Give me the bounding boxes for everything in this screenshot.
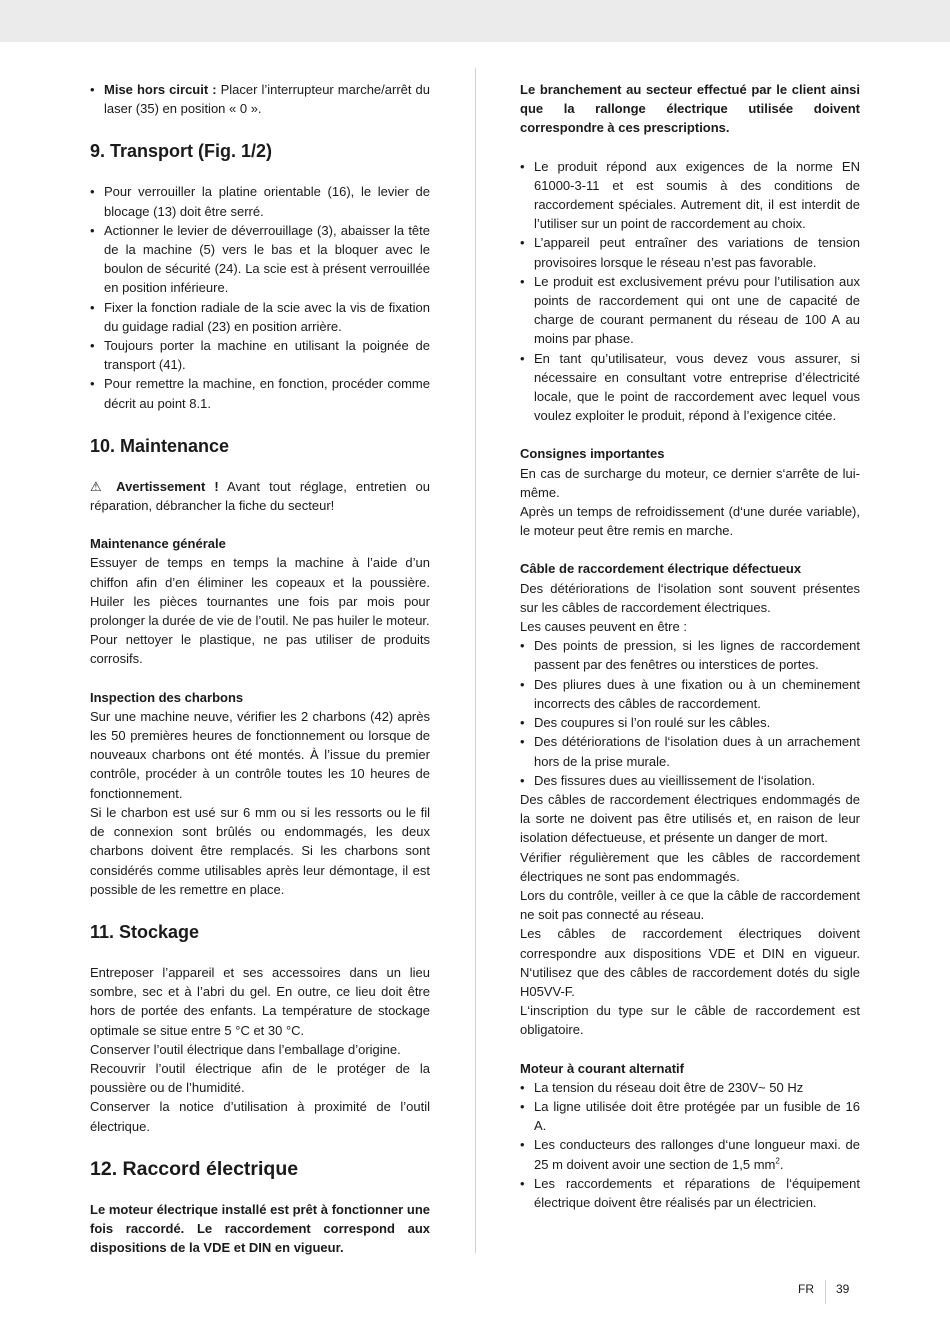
column-divider xyxy=(475,68,476,1253)
paragraph: Après un temps de refroidissement (d‘une durée variable), le moteur peut être remis en marche. xyxy=(520,504,860,539)
paragraph: Conserver l’outil électrique dans l’emballage d’origine. xyxy=(90,1041,401,1057)
paragraph: Vérifier régulièrement que les câbles de raccordement électriques ne sont pas endommagés. xyxy=(520,849,860,884)
section-heading-transport: 9. Transport (Fig. 1/2) xyxy=(90,141,273,162)
paragraph: Conserver la notice d’utilisation à proximité de l’outil électrique. xyxy=(90,1099,430,1134)
list-item: • Des pliures dues à une fixation ou à un cheminement incorrects des câbles de raccordement. xyxy=(520,675,860,713)
subheading-ac-motor: Moteur à courant alternatif xyxy=(520,1060,684,1076)
section-heading-storage: 11. Stockage xyxy=(90,921,200,942)
list-item: • En tant qu’utilisateur, vous devez vous assurer, si nécessaire en consultant votre entreprise d’électricité locale, que le point de raccordement avec lequel vous voulez exploiter le produit, répond à l’exigence citée. xyxy=(520,349,860,426)
list-item: • La tension du réseau doit être de 230V~ 50 Hz xyxy=(520,1078,860,1097)
intro-list xyxy=(90,80,430,118)
item-text: Les conducteurs des rallonges d‘une longueur maxi. de 25 m doivent avoir une section de 1,5 mm xyxy=(534,1137,860,1172)
paragraph-bold: Le moteur électrique installé est prêt à fonctionner une fois raccordé. Le raccordement correspond aux dispositions de la VDE et DIN en vigueur. xyxy=(90,1201,430,1256)
warning-label: Avertissement ! xyxy=(116,478,219,494)
motor-list xyxy=(520,1078,860,1212)
list-item: • Toujours porter la machine en utilisant la poignée de transport (41). xyxy=(90,336,430,374)
list-item: • La ligne utilisée doit être protégée par un fusible de 16 A. xyxy=(520,1097,860,1135)
list-item: • Des détériorations de l‘isolation dues à un arrachement hors de la prise murale. xyxy=(520,732,860,770)
paragraph: Sur une machine neuve, vérifier les 2 charbons (42) après les 50 premières heures de fonctionnement ou lorsque de nouveaux charbons ont été montés. À l’issue du premier contrôle, procéder à un contrôle toutes les 10 heures de fonctionnement. xyxy=(90,708,430,801)
list-item: • Des fissures dues au vieillissement de l‘isolation. xyxy=(520,771,860,790)
paragraph-bold: Le branchement au secteur effectué par le client ainsi que la rallonge électrique utilisée doivent correspondre à ces prescriptions. xyxy=(520,82,860,136)
paragraph: En cas de surcharge du moteur, ce dernier s‘arrête de lui-même. xyxy=(520,465,860,500)
list-item: • Le produit est exclusivement prévu pour l’utilisation aux points de raccordement qui ont une de capacité de charge de courant permanent du réseau de 100 A au moins par phase. xyxy=(520,272,860,349)
list-item: • Des points de pression, si les lignes de raccordement passent par des fenêtres ou interstices de portes. xyxy=(520,636,860,674)
warning-paragraph xyxy=(90,477,430,515)
list-item: • Pour remettre la machine, en fonction, procéder comme décrit au point 8.1. xyxy=(90,374,430,412)
section-heading-electrical: 12. Raccord électrique xyxy=(90,1157,299,1180)
item-text: Placer l’interrupteur marche/arrêt du laser (35) en position « 0 ». xyxy=(104,82,431,117)
left-column xyxy=(90,80,430,1257)
list-item xyxy=(520,1135,860,1173)
subheading-important: Consignes importantes xyxy=(520,446,665,462)
item-bold-label: Mise hors circuit : xyxy=(104,82,217,97)
footer-divider xyxy=(825,1280,826,1304)
list-item: • L’appareil peut entraîner des variations de tension provisoires lorsque le réseau n’est pas favorable. xyxy=(520,233,860,271)
right-column xyxy=(520,80,860,1212)
norm-list xyxy=(520,157,860,426)
cause-list xyxy=(520,636,860,790)
subheading-defective-cable: Câble de raccordement électrique défectueux xyxy=(520,561,802,577)
top-band xyxy=(0,0,950,42)
list-item: • Le produit répond aux exigences de la norme EN 61000-3-11 et est soumis à des conditions de raccordement spéciales. Autrement dit, il est interdit de l’utiliser sur un point de raccordement au choix. xyxy=(520,157,860,234)
transport-list xyxy=(90,182,430,412)
subheading-brush-inspection: Inspection des charbons xyxy=(90,689,244,705)
list-item: • Les raccordements et réparations de l‘équipement électrique doivent être réalisés par un électricien. xyxy=(520,1174,860,1212)
paragraph: Si le charbon est usé sur 6 mm ou si les ressorts ou le fil de connexion sont brûlés ou endommagés, les deux charbons doivent être remplacés. Si les charbons sont considérés comme utilisables après leur démontage, il est possible de les remettre en place. xyxy=(90,804,430,897)
list-item: • Pour verrouiller la platine orientable (16), le levier de blocage (13) doit être serré. xyxy=(90,182,430,220)
paragraph: Recouvrir l’outil électrique afin de le protéger de la poussière ou de l’humidité. xyxy=(90,1060,430,1096)
item-text-end: . xyxy=(779,1156,784,1172)
paragraph: Les causes peuvent en être : xyxy=(520,619,687,635)
list-item: • Des coupures si l’on roulé sur les câbles. xyxy=(520,713,860,732)
list-item: • Fixer la fonction radiale de la scie avec la vis de fixation du guidage radial (23) en position arrière. xyxy=(90,298,430,336)
section-heading-maintenance: 10. Maintenance xyxy=(90,435,230,456)
language-code: FR xyxy=(798,1282,814,1296)
paragraph: L‘inscription du type sur le câble de raccordement est obligatoire. xyxy=(520,1003,860,1038)
page-number: 39 xyxy=(836,1282,850,1296)
list-item: • Actionner le levier de déverrouillage (3), abaisser la tête de la machine (5) vers le bas et la bloquer avec le boulon de sécurité (24). La scie est à présent verrouillée en position inférieure. xyxy=(90,221,430,298)
paragraph: Entreposer l’appareil et ses accessoires dans un lieu sombre, sec et à l’abri du gel. En outre, ce lieu doit être hors de portée des enfants. La température de stockage optimale se situe entre 5 °C et 30 °C. xyxy=(90,964,430,1038)
superscript: 2 xyxy=(775,1156,780,1166)
paragraph: Essuyer de temps en temps la machine à l’aide d’un chiffon afin d’en éliminer les copeaux et la poussière. Huiler les pièces tournantes une fois par mois pour prolonger la durée de vie de l’outil. Ne pas huiler le moteur. xyxy=(90,555,430,629)
subheading-general-maintenance: Maintenance générale xyxy=(90,536,226,552)
paragraph: Lors du contrôle, veiller à ce que la câble de raccordement ne soit pas connecté au réseau. xyxy=(520,887,860,923)
warning-text: Avant tout réglage, entretien ou réparation, débrancher la fiche du secteur! xyxy=(90,478,430,514)
warning-icon: ⚠ xyxy=(90,478,108,494)
paragraph: Les câbles de raccordement électriques doivent correspondre aux dispositions VDE et DIN en vigueur. N‘utilisez que des câbles de raccordement dotés du sigle H05VV-F. xyxy=(520,926,860,999)
list-item xyxy=(90,80,430,118)
paragraph: Des câbles de raccordement électriques endommagés de la sorte ne doivent pas être utilisés et, en raison de leur isolation défectueuse, et présente un danger de mort. xyxy=(520,791,860,846)
paragraph: Des détériorations de l‘isolation sont souvent présentes sur les câbles de raccordement électriques. xyxy=(520,580,860,615)
paragraph: Pour nettoyer le plastique, ne pas utiliser de produits corrosifs. xyxy=(90,632,430,667)
